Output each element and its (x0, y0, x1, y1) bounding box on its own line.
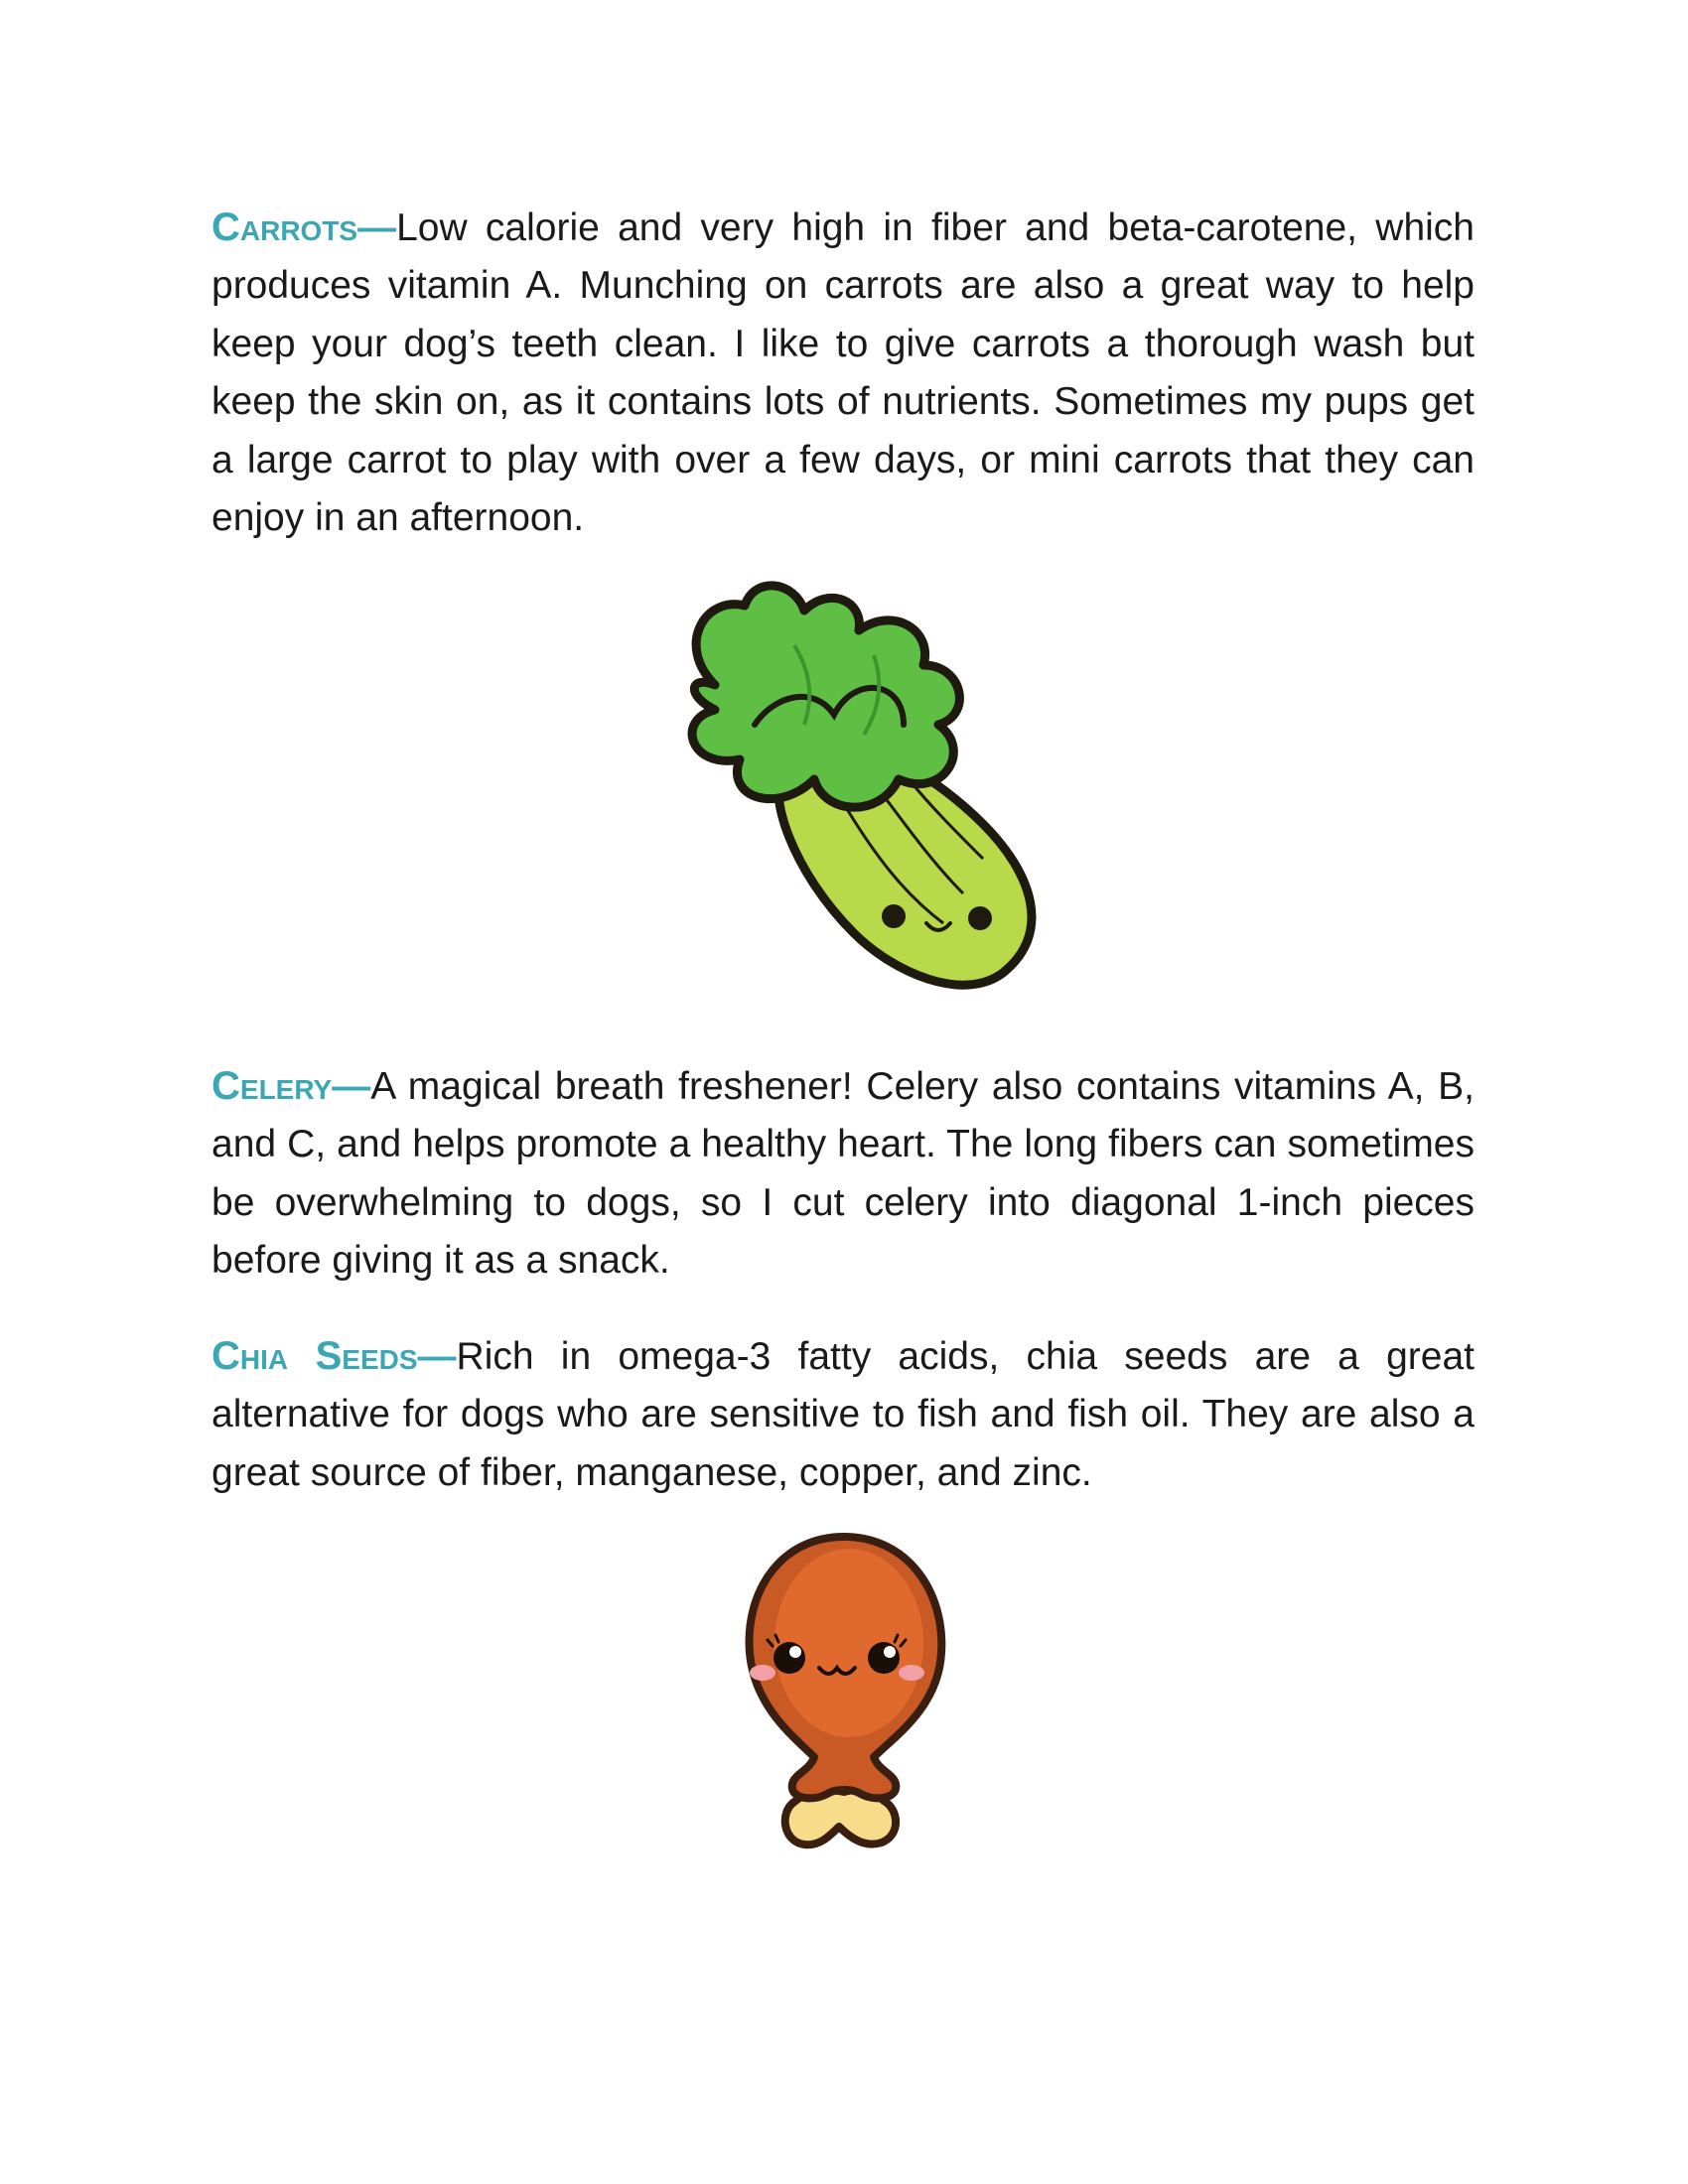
entry-celery (211, 1057, 1475, 1291)
entry-chia-seeds-text: Rich in omega-3 fatty acids, chia seeds are a great alternative for dogs who are sensitive to fish and fish oil. They are also a great source of fiber, manganese, copper, and zinc. (211, 1335, 1475, 1494)
entry-carrots (211, 199, 1475, 547)
term-carrots: Carrots (211, 205, 358, 249)
entry-carrots-text: Low calorie and very high in fiber and beta-carotene, which produces vitamin A. Munching on carrots are also a great way to help keep your dog’s teeth clean. I like to give carrots a thorough wash but keep the skin on, as it contains lots of nutrients. Sometimes my pups get a large carrot to play with over a few days, or mini carrots that they can enjoy in an afternoon. (211, 206, 1475, 540)
entry-celery-text: A magical breath freshener! Celery also contains vitamins A, B, and C, and helps promote a healthy heart. The long fibers can sometimes be overwhelming to dogs, so I cut celery into diagonal 1-inch pieces before giving it as a snack. (211, 1065, 1475, 1283)
term-dash: — (332, 1065, 371, 1108)
term-chia-seeds: Chia Seeds (211, 1334, 418, 1378)
chicken-drumstick-illustration (735, 1529, 953, 1856)
celery-illustration (645, 576, 1043, 1013)
term-dash: — (357, 206, 397, 249)
celery-leaves (692, 586, 959, 807)
entry-chia-seeds (211, 1327, 1475, 1502)
term-celery: Celery (211, 1064, 333, 1108)
term-dash: — (417, 1335, 457, 1378)
